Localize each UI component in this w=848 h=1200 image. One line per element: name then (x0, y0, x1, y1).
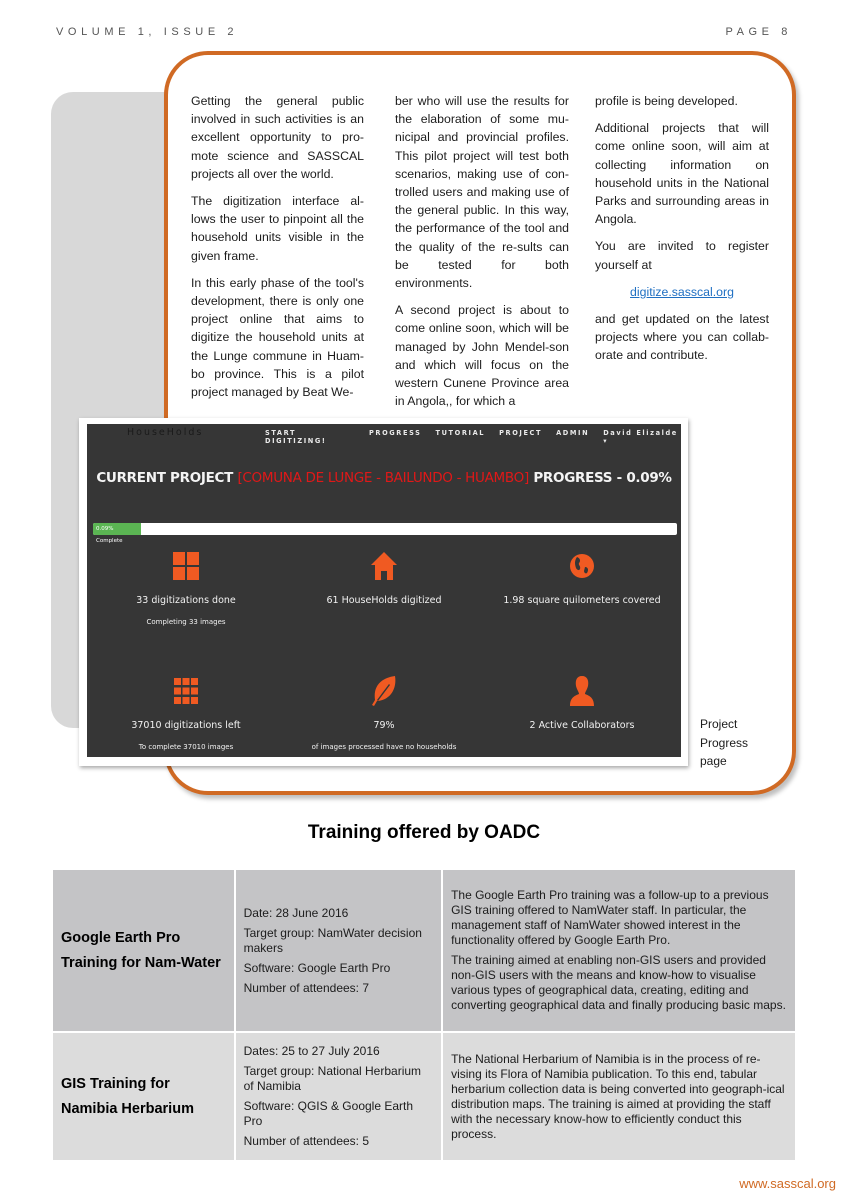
stat-digitizations-done (87, 546, 285, 664)
stat-area-covered (483, 546, 681, 664)
detail-date: Dates: 25 to 27 July 2016 (243, 1044, 380, 1058)
nav-project[interactable]: PROJECT (499, 429, 543, 437)
paragraph: and get updated on the latest projects where you can collab-orate and contribute. (595, 312, 769, 363)
description-paragraph: The National Herbarium of Namibia is in the process of re-vising its Flora of Namibia publication. To this end, tabular herbarium collection data is being converted into geograph-ical distribution maps. The training is aimed at providing the staff with the necessary know-how to efficiently conduct this process. (451, 1051, 785, 1141)
detail-software: Software: Google Earth Pro (243, 960, 391, 975)
footer-website-link[interactable]: www.sasscal.org (739, 1176, 836, 1191)
paragraph: ber who will use the results for the elaboration of some mu-nicipal and provincial profiles. This pilot project will test both scenarios, making use of con-trolled users and making use of the general public. In this way, the performance of the tool and the quality of the re-sults can be tested for both environments. (395, 94, 569, 291)
stat-value: 37010 digitizations left (131, 720, 241, 731)
grid-2x2-icon (87, 549, 285, 583)
app-brand: HouseHolds (127, 427, 204, 438)
stat-value: 1.98 square quilometers covered (503, 595, 661, 606)
detail-target-group: Target group: NamWater decision makers (243, 925, 422, 955)
detail-date: Date: 28 June 2016 (243, 905, 349, 920)
leaf-icon (285, 674, 483, 708)
caption-line: Project (700, 717, 738, 731)
paragraph: profile is being developed. (595, 94, 738, 108)
nav-start-digitizing[interactable]: START DIGITIZING! (265, 429, 327, 445)
stat-no-households (285, 664, 483, 754)
stat-active-collaborators (483, 664, 681, 754)
app-navbar (87, 424, 681, 445)
nav-admin[interactable]: ADMIN (556, 429, 590, 437)
stat-households-digitized (285, 546, 483, 664)
caption-line: page (700, 754, 727, 768)
house-icon (285, 549, 483, 583)
globe-icon (483, 549, 681, 583)
grid-3x3-icon (87, 674, 285, 708)
progress-bar (93, 523, 677, 544)
paragraph: In this early phase of the tool's development, there is only one project online that aims to digitize the household units at the Lunge commune in Huam-bo province. This is a pilot project managed by Beat We- (191, 275, 364, 400)
nav-user-menu[interactable]: David Elizalde ▾ (603, 429, 678, 445)
detail-target-group: Target group: National Herbarium of Namibia (243, 1064, 422, 1093)
project-title (87, 470, 681, 486)
paragraph: A second project is about to come online soon, which will be managed by John Mendel-son and which will focus on the western Cunene Province area in Angola,, for which a (395, 303, 569, 409)
paragraph: Additional projects that will come online soon, will aim at collecting information on household units in the National Parks and surrounding areas in Angola. (595, 121, 769, 227)
figure-caption (700, 715, 748, 771)
stat-value: 33 digitizations done (136, 595, 236, 606)
stat-digitizations-left (87, 664, 285, 754)
training-description-cell (442, 1032, 796, 1161)
stat-subtext: Completing 33 images (146, 618, 226, 626)
training-details-cell (235, 1032, 442, 1161)
stats-grid (87, 546, 681, 754)
article-column-3 (595, 92, 769, 374)
detail-attendees: Number of attendees: 5 (243, 1134, 370, 1148)
training-name: Namibia Herbarium (61, 1100, 194, 1117)
section-title: Training offered by OADC (307, 822, 541, 843)
running-header-page: PAGE 8 (725, 26, 792, 38)
stat-value: 61 HouseHolds digitized (326, 595, 442, 606)
paragraph: You are invited to register yourself at (595, 239, 769, 272)
table-row (52, 1032, 796, 1161)
stat-value: 2 Active Collaborators (529, 720, 635, 731)
article-column-1 (191, 92, 364, 410)
households-app (87, 424, 681, 757)
description-paragraph: The training aimed at enabling non-GIS users and provided non-GIS users with the means and know-how to visualise various types of geographical data, creating, editing and converting geographical data and finally producing basic maps. (451, 953, 786, 1012)
article-column-2 (395, 92, 569, 419)
nav-tutorial[interactable]: TUTORIAL (435, 429, 486, 437)
caption-line: Progress (700, 735, 749, 750)
stat-subtext: of images processed have no households (311, 743, 457, 751)
project-progress-screenshot (79, 418, 688, 766)
training-name-cell (52, 869, 235, 1032)
detail-attendees: Number of attendees: 7 (243, 980, 370, 995)
training-table (51, 868, 797, 1162)
user-icon (483, 674, 681, 708)
stat-subtext: To complete 37010 images (138, 743, 234, 751)
paragraph: The digitization interface al-lows the user to pinpoint all the household units visible in the given frame. (191, 194, 364, 263)
running-header-volume: VOLUME 1, ISSUE 2 (56, 26, 239, 38)
paragraph: Getting the general public involved in such activities is an excellent opportunity to pro-mote science and SASSCAL projects all over the world. (191, 94, 364, 181)
title-suffix: PROGRESS - 0.09% (528, 470, 672, 486)
training-name-cell (52, 1032, 235, 1161)
project-name: [COMUNA DE LUNGE - BAILUNDO - HUAMBO] (237, 470, 529, 486)
training-name: GIS Training for (61, 1075, 170, 1092)
training-name: Google Earth Pro (61, 929, 181, 946)
title-prefix: CURRENT PROJECT (96, 470, 238, 486)
nav-progress[interactable]: PROGRESS (368, 429, 422, 437)
description-paragraph: The Google Earth Pro training was a follow-up to a previous GIS training offered to NamWater staff. In particular, the management staff of NamWater showed interest in the functionality offered by Google Earth Pro. (451, 888, 769, 947)
training-description-cell (442, 869, 796, 1032)
table-row (52, 869, 796, 1032)
detail-software: Software: QGIS & Google Earth Pro (243, 1099, 414, 1128)
digitize-link[interactable]: digitize.sasscal.org (630, 284, 734, 299)
progress-bar-fill: 0.09% Complete (93, 523, 141, 535)
stat-value: 79% (373, 720, 395, 731)
training-details-cell (235, 869, 442, 1032)
training-name: Training for Nam-Water (61, 954, 221, 971)
